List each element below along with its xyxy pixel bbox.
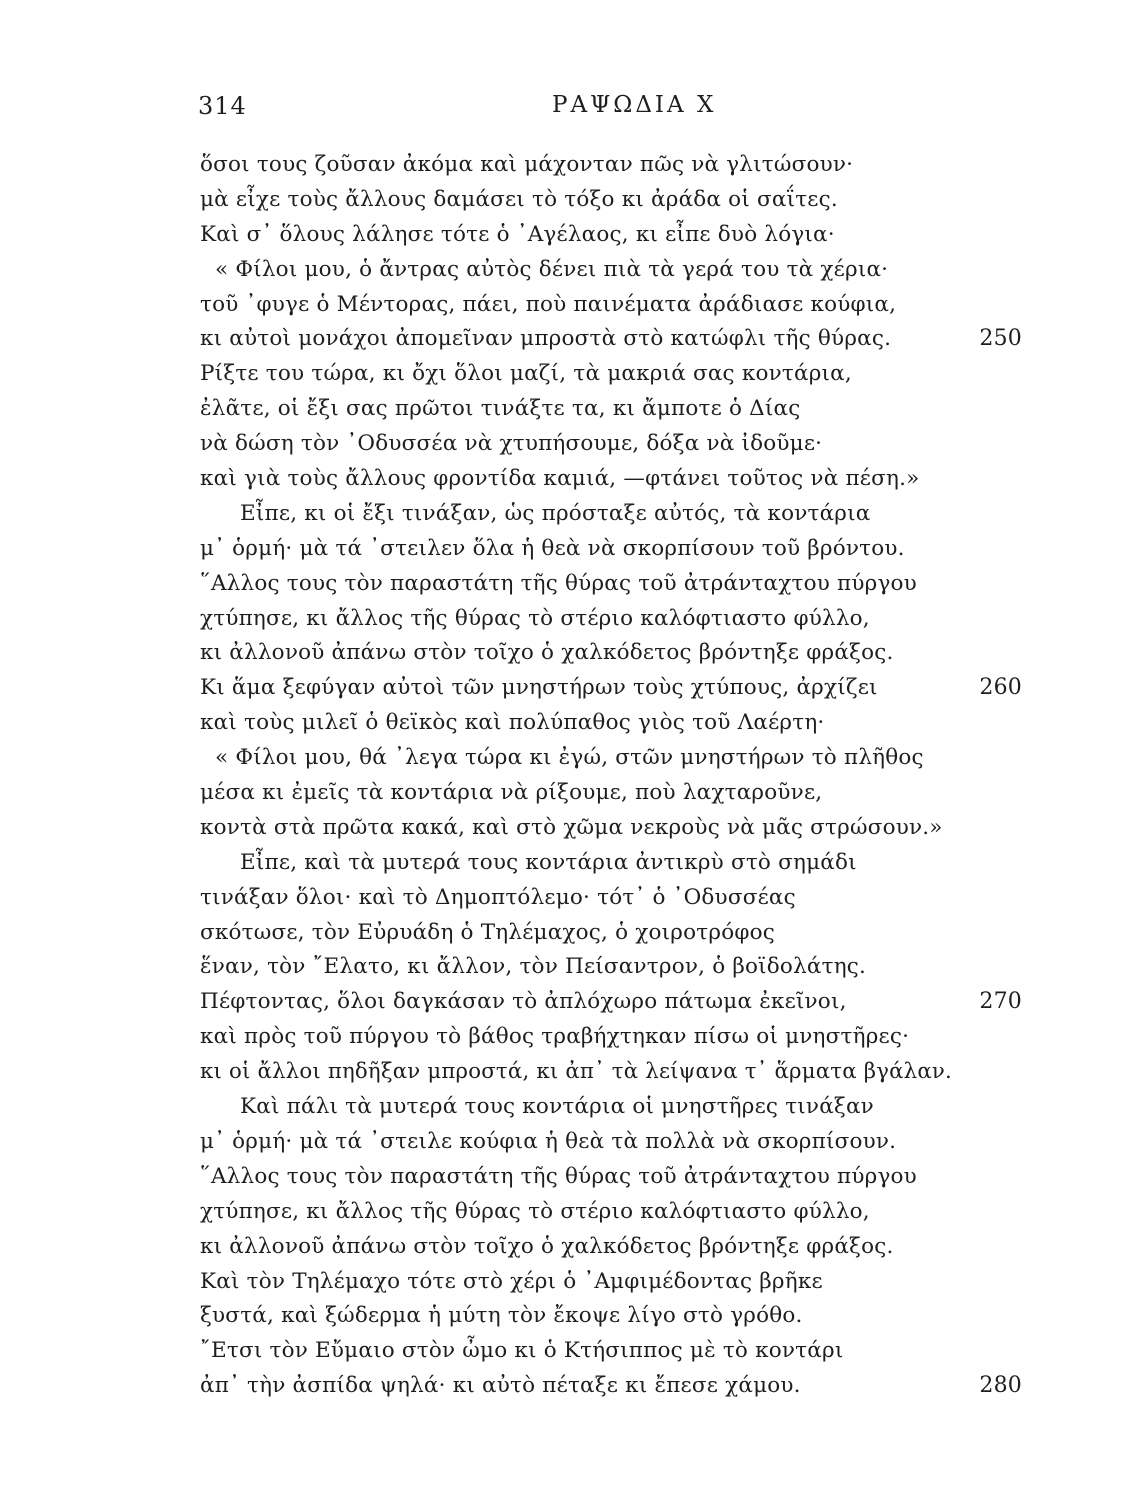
verse-line-text: χτύπησε, κι ἄλλος τῆς θύρας τὸ στέριο καλόφτιαστο φύλλο, (200, 1198, 870, 1224)
verse-line-text: Καὶ τὸν Τηλέμαχο τότε στὸ χέρι ὁ ᾽Αμφιμέδοντας βρῆκε (200, 1268, 823, 1294)
verse-line-text: χτύπησε, κι ἄλλος τῆς θύρας τὸ στέριο καλόφτιαστο φύλλο, (200, 605, 870, 631)
verse-line (0, 671, 1140, 706)
verse-line (0, 811, 1140, 846)
verse-line (0, 427, 1140, 462)
verse-line-text: Εἶπε, καὶ τὰ μυτερά τους κοντάρια ἀντικρὺ στὸ σημάδι (240, 849, 857, 875)
verse-line-text: κοντὰ στὰ πρῶτα κακά, καὶ στὸ χῶμα νεκροὺς νὰ μᾶς στρώσουν.» (200, 814, 943, 840)
verse-line (0, 1195, 1140, 1230)
verse-line-text: ῞Αλλος τους τὸν παραστάτη τῆς θύρας τοῦ ἀτράνταχτου πύργου (200, 1163, 917, 1189)
verse-line (0, 392, 1140, 427)
verse-line (0, 1334, 1140, 1369)
verse-line-text: νὰ δώση τὸν ᾽Οδυσσέα νὰ χτυπήσουμε, δόξα νὰ ἰδοῦμε· (200, 431, 823, 457)
verse-line (0, 636, 1140, 671)
verse-line (0, 183, 1140, 218)
verse-line-text: κι οἱ ἄλλοι πηδῆξαν μπροστά, κι ἀπ᾽ τὰ λείψανα τ᾽ ἅρματα βγάλαν. (200, 1059, 952, 1085)
verse-line-text: κι ἀλλονοῦ ἀπάνω στὸν τοῖχο ὁ χαλκόδετος βρόντηξε φράξος. (200, 640, 894, 666)
verse-line (0, 357, 1140, 392)
verse-line-text: ῞Αλλος τους τὸν παραστάτη τῆς θύρας τοῦ ἀτράνταχτου πύργου (200, 570, 917, 596)
verse-line-text: κι αὐτοὶ μονάχοι ἀπομεῖναν μπροστὰ στὸ κατώφλι τῆς θύρας. (200, 326, 892, 352)
verse-line-text: μὰ εἶχε τοὺς ἄλλους δαμάσει τὸ τόξο κι ἀράδα οἱ σαΐτες. (200, 186, 838, 212)
verse-line-text: Καὶ πάλι τὰ μυτερά τους κοντάρια οἱ μνηστῆρες τινάξαν (240, 1094, 874, 1120)
verse-line (0, 1020, 1140, 1055)
verse-line-text: Πέφτοντας, ὅλοι δαγκάσαν τὸ ἀπλόχωρο πάτωμα ἐκεῖνοι, (200, 989, 847, 1015)
verse-line (0, 497, 1140, 532)
verse-line (0, 1230, 1140, 1265)
verse-line (0, 253, 1140, 288)
verse-line (0, 1299, 1140, 1334)
verse-line-text: « Φίλοι μου, ὁ ἄντρας αὐτὸς δένει πιὰ τὰ γερά του τὰ χέρια· (215, 256, 889, 282)
verse-line (0, 532, 1140, 567)
verse-line (0, 846, 1140, 881)
verse-line-text: Εἶπε, κι οἱ ἔξι τινάξαν, ὡς πρόσταξε αὐτός, τὰ κοντάρια (240, 500, 871, 526)
verse-line-text: Ρίξτε του τώρα, κι ὄχι ὅλοι μαζί, τὰ μακριά σας κοντάρια, (200, 361, 852, 387)
verse-line-text: ξυστά, καὶ ξώδερμα ἡ μύτη τὸν ἔκοψε λίγο στὸ γρόθο. (200, 1303, 803, 1329)
verse-line-text: μ᾽ ὁρμή· μὰ τά ᾽στειλε κούφια ἡ θεὰ τὰ πολλὰ νὰ σκορπίσουν. (200, 1128, 897, 1154)
verse-line (0, 706, 1140, 741)
verse-line (0, 881, 1140, 916)
running-head: ΡΑΨΩΔΙΑ Χ (552, 92, 717, 118)
verse-line-text: Καὶ σ᾽ ὅλους λάλησε τότε ὁ ᾽Αγέλαος, κι εἶπε δυὸ λόγια· (200, 221, 835, 247)
verse-line-text: ἀπ᾽ τὴν ἀσπίδα ψηλά· κι αὐτὸ πέταξε κι ἔπεσε χάμου. (200, 1373, 801, 1399)
verse-line (0, 776, 1140, 811)
verse-line-number: 250 (979, 326, 1022, 352)
verse-line (0, 288, 1140, 323)
verse-text-block (0, 148, 1140, 1404)
verse-line (0, 1265, 1140, 1300)
verse-line-number: 270 (979, 989, 1022, 1015)
verse-line (0, 1369, 1140, 1404)
verse-line (0, 1090, 1140, 1125)
verse-line (0, 218, 1140, 253)
verse-line (0, 916, 1140, 951)
verse-line (0, 1125, 1140, 1160)
verse-line-text: ἕναν, τὸν ῎Ελατο, κι ἄλλον, τὸν Πείσαντρον, ὁ βοϊδολάτης. (200, 954, 867, 980)
verse-line (0, 1160, 1140, 1195)
verse-line (0, 322, 1140, 357)
verse-line (0, 741, 1140, 776)
verse-line-text: ἐλᾶτε, οἱ ἔξι σας πρῶτοι τινάξτε τα, κι ἄμποτε ὁ Δίας (200, 396, 801, 422)
page-header (0, 92, 1140, 128)
verse-line (0, 462, 1140, 497)
verse-line (0, 148, 1140, 183)
verse-line-text: ῎Ετσι τὸν Εὔμαιο στὸν ὦμο κι ὁ Κτήσιππος μὲ τὸ κοντάρι (200, 1338, 844, 1364)
verse-line-text: μ᾽ ὁρμή· μὰ τά ᾽στειλεν ὅλα ἡ θεὰ νὰ σκορπίσουν τοῦ βρόντου. (200, 535, 905, 561)
verse-line-number: 280 (979, 1373, 1022, 1399)
verse-line-text: « Φίλοι μου, θά ᾽λεγα τώρα κι ἐγώ, στῶν μνηστήρων τὸ πλῆθος (215, 745, 924, 771)
verse-line-text: καὶ γιὰ τοὺς ἄλλους φροντίδα καμιά, —φτάνει τοῦτος νὰ πέση.» (200, 466, 920, 492)
verse-line (0, 602, 1140, 637)
page-number: 314 (198, 92, 247, 120)
verse-line-text: ὅσοι τους ζοῦσαν ἀκόμα καὶ μάχονταν πῶς νὰ γλιτώσουν· (200, 152, 854, 177)
verse-line-text: τοῦ ᾽φυγε ὁ Μέντορας, πάει, ποὺ παινέματα ἀράδιασε κούφια, (200, 291, 897, 317)
verse-line-number: 260 (979, 675, 1022, 701)
verse-line (0, 1055, 1140, 1090)
verse-line-text: κι ἀλλονοῦ ἀπάνω στὸν τοῖχο ὁ χαλκόδετος βρόντηξε φράξος. (200, 1233, 894, 1259)
verse-line (0, 985, 1140, 1020)
verse-line-text: καὶ πρὸς τοῦ πύργου τὸ βάθος τραβήχτηκαν πίσω οἱ μνηστῆρες· (200, 1024, 910, 1050)
verse-line-text: Κι ἅμα ξεφύγαν αὐτοὶ τῶν μνηστήρων τοὺς χτύπους, ἀρχίζει (200, 675, 878, 701)
verse-line (0, 567, 1140, 602)
verse-line-text: τινάξαν ὅλοι· καὶ τὸ Δημοπτόλεμο· τότ᾽ ὁ ᾽Οδυσσέας (200, 884, 796, 910)
verse-line (0, 950, 1140, 985)
verse-line-text: μέσα κι ἐμεῖς τὰ κοντάρια νὰ ρίξουμε, ποὺ λαχταροῦνε, (200, 780, 823, 806)
verse-line-text: καὶ τοὺς μιλεῖ ὁ θεϊκὸς καὶ πολύπαθος γιὸς τοῦ Λαέρτη· (200, 710, 825, 736)
verse-line-text: σκότωσε, τὸν Εὐρυάδη ὁ Τηλέμαχος, ὁ χοιροτρόφος (200, 919, 775, 945)
